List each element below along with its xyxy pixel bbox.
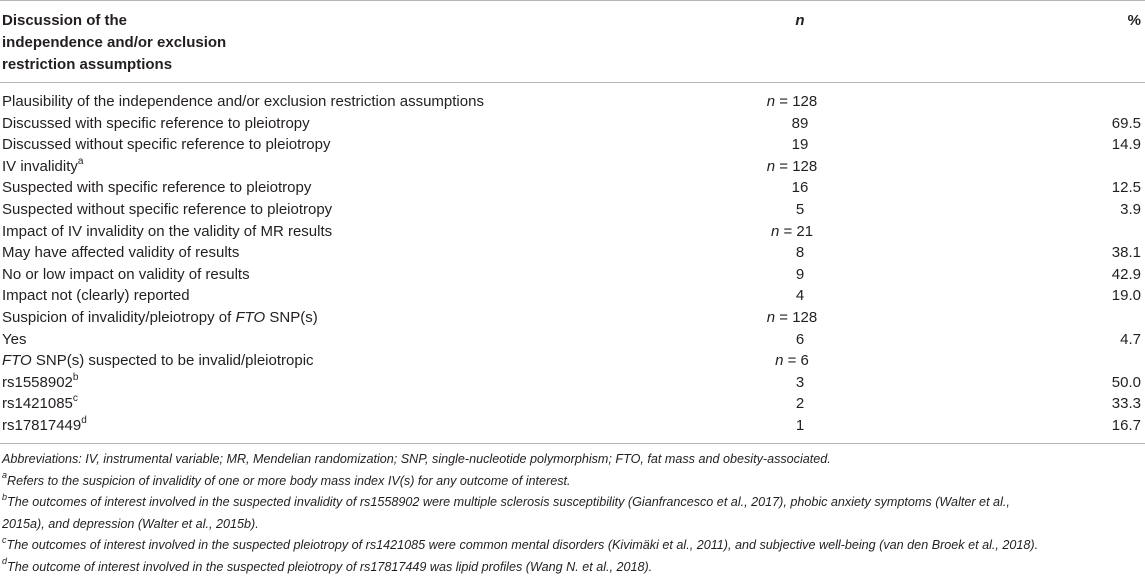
row-label: Discussed with specific reference to pleiotropy — [2, 113, 310, 135]
header-discussion-line: independence and/or exclusion — [2, 32, 282, 54]
row-n — [692, 307, 892, 329]
row-label: Suspected with specific reference to pleiotropy — [2, 177, 311, 199]
table-row — [0, 264, 1145, 286]
table-row — [0, 177, 1145, 199]
footnote-text: The outcomes of interest involved in the suspected pleiotropy of rs1421085 were common mental disorders (Kivimäki et al., 2011), and subjective well-being (van den Broek et al., 2018). — [7, 538, 1039, 552]
table-row — [0, 372, 1145, 394]
row-label: Plausibility of the independence and/or exclusion restriction assumptions — [2, 91, 484, 113]
row-label: No or low impact on validity of results — [2, 264, 250, 286]
footnote-mark: d — [2, 556, 7, 566]
table-row — [0, 91, 1145, 113]
row-pct: 16.7 — [1112, 415, 1141, 437]
footnote-mark: c — [2, 535, 7, 545]
row-label — [2, 156, 83, 178]
row-n-value: n = 6 — [775, 352, 809, 369]
table-row — [0, 156, 1145, 178]
footnote-marker: d — [81, 415, 87, 426]
footnote-mark: a — [2, 470, 7, 480]
table-row — [0, 134, 1145, 156]
row-n: 16 — [700, 177, 900, 199]
table-row — [0, 350, 1145, 372]
row-n: 19 — [700, 134, 900, 156]
row-label-post: SNP(s) — [265, 309, 318, 326]
header-discussion-line: Discussion of the — [2, 10, 282, 32]
header-rule — [0, 82, 1145, 83]
row-pct: 69.5 — [1112, 113, 1141, 135]
row-pct: 33.3 — [1112, 393, 1141, 415]
table-row — [0, 242, 1145, 264]
header-discussion — [2, 10, 282, 76]
footnote-marker: a — [78, 156, 84, 167]
footer-rule — [0, 443, 1145, 444]
table-row — [0, 221, 1145, 243]
row-n: 3 — [700, 372, 900, 394]
row-n: 2 — [700, 393, 900, 415]
footnote-text: The outcomes of interest involved in the suspected invalidity of rs1558902 were multiple sclerosis susceptibility (Gianfrancesco et al., 2017), phobic anxiety symptoms (Walter et al., — [7, 495, 1010, 509]
header-percent: % — [1128, 10, 1141, 32]
row-n: 4 — [700, 285, 900, 307]
table-body — [0, 91, 1145, 437]
footnote-b — [2, 492, 1140, 535]
row-label — [2, 350, 314, 372]
footnote-marker: c — [73, 393, 78, 404]
header-discussion-line: restriction assumptions — [2, 54, 282, 76]
table-row — [0, 393, 1145, 415]
row-label-text: rs1558902 — [2, 374, 73, 391]
row-pct: 19.0 — [1112, 285, 1141, 307]
row-pct: 38.1 — [1112, 242, 1141, 264]
row-label — [2, 393, 78, 415]
row-label: Impact of IV invalidity on the validity of MR results — [2, 221, 332, 243]
row-n-value: n = 128 — [767, 93, 817, 110]
row-label: May have affected validity of results — [2, 242, 239, 264]
row-n — [692, 156, 892, 178]
footnote-abbreviations: Abbreviations: IV, instrumental variable; MR, Mendelian randomization; SNP, single-nucleotide polymorphism; FTO, fat mass and obesity-associated. — [2, 449, 1140, 471]
footnote-mark: b — [2, 492, 7, 502]
table-row — [0, 285, 1145, 307]
row-n: 6 — [700, 329, 900, 351]
row-n-value: n = 21 — [771, 223, 813, 240]
row-n: 9 — [700, 264, 900, 286]
row-label: Suspected without specific reference to pleiotropy — [2, 199, 332, 221]
row-label: Impact not (clearly) reported — [2, 285, 190, 307]
row-label: Yes — [2, 329, 26, 351]
table-row — [0, 415, 1145, 437]
row-n — [692, 221, 892, 243]
row-label: Discussed without specific reference to pleiotropy — [2, 134, 331, 156]
table-header — [0, 0, 1145, 82]
table-row — [0, 199, 1145, 221]
row-pct: 3.9 — [1120, 199, 1141, 221]
table-row — [0, 307, 1145, 329]
row-pct: 14.9 — [1112, 134, 1141, 156]
row-n: 8 — [700, 242, 900, 264]
row-label-pre: Suspicion of invalidity/pleiotropy of — [2, 309, 235, 326]
row-n: 89 — [700, 113, 900, 135]
row-pct: 50.0 — [1112, 372, 1141, 394]
row-pct: 4.7 — [1120, 329, 1141, 351]
row-n: 5 — [700, 199, 900, 221]
row-pct: 42.9 — [1112, 264, 1141, 286]
row-n-value: n = 128 — [767, 309, 817, 326]
footnote-text: The outcome of interest involved in the suspected pleiotropy of rs17817449 was lipid profiles (Wang N. et al., 2018). — [7, 560, 652, 574]
row-label-text: IV invalidity — [2, 158, 78, 175]
footnote-text: Refers to the suspicion of invalidity of one or more body mass index IV(s) for any outcome of interest. — [7, 474, 570, 488]
row-label-gene: FTO — [2, 352, 32, 369]
row-label-gene: FTO — [235, 309, 265, 326]
row-label-text: rs1421085 — [2, 395, 73, 412]
header-n: n — [780, 10, 820, 32]
row-label-post: SNP(s) suspected to be invalid/pleiotropic — [32, 352, 314, 369]
row-n — [692, 350, 892, 372]
row-pct: 12.5 — [1112, 177, 1141, 199]
row-n-value: n = 128 — [767, 158, 817, 175]
row-label-text: rs17817449 — [2, 417, 81, 434]
footnote-a — [2, 471, 1140, 493]
row-label — [2, 415, 87, 437]
row-label — [2, 307, 318, 329]
row-label — [2, 372, 78, 394]
table-footnotes — [2, 449, 1140, 578]
footnote-text: 2015a), and depression (Walter et al., 2015b). — [2, 517, 259, 531]
table-row — [0, 113, 1145, 135]
footnote-c — [2, 535, 1140, 557]
footnote-d — [2, 557, 1140, 578]
row-n — [692, 91, 892, 113]
table-row — [0, 329, 1145, 351]
footnote-marker: b — [73, 372, 79, 383]
row-n: 1 — [700, 415, 900, 437]
